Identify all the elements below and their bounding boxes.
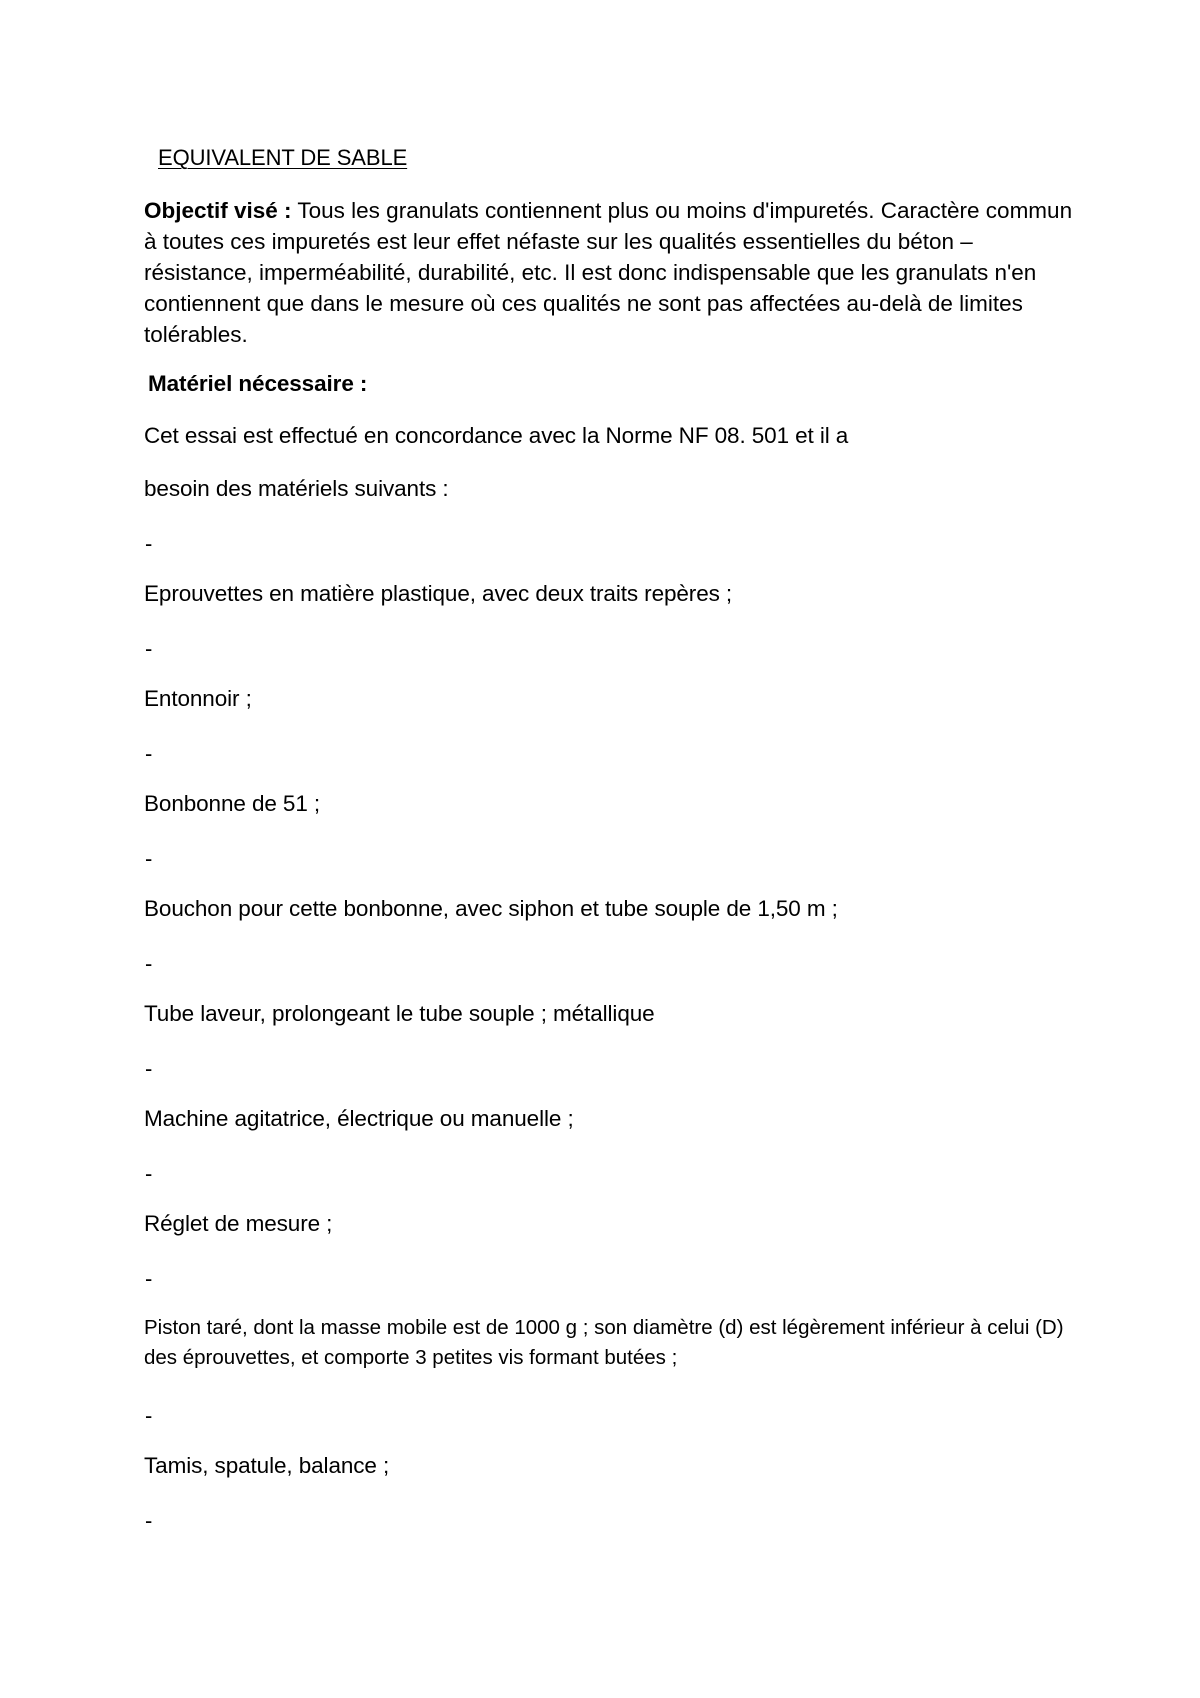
intro-line-1: Cet essai est effectué en concordance avec la Norme NF 08. 501 et il a [144, 423, 849, 448]
list-item: Bonbonne de 51 ; [144, 791, 321, 816]
list-dash: - [145, 741, 153, 766]
list-item: Réglet de mesure ; [144, 1211, 333, 1236]
materiel-heading: Matériel nécessaire : [148, 371, 368, 396]
list-dash: - [145, 531, 153, 556]
objectif-text: Tous les granulats contiennent plus ou moins d'impuretés. Caractère commun à toutes ces impuretés est leur effet néfaste sur les qualités essentielles du béton – résistance, imperméabilité, durabilité, etc. Il est donc indispensable que les granulats n'en contiennent que dans le mesure où ces qualités ne sont pas affectées au-delà de limites tolérables. [144, 198, 1073, 347]
list-dash: - [145, 846, 153, 871]
list-item: Machine agitatrice, électrique ou manuelle ; [144, 1106, 574, 1131]
list-item: Tamis, spatule, balance ; [144, 1453, 390, 1478]
objectif-label: Objectif visé : [144, 198, 292, 223]
list-item: Tube laveur, prolongeant le tube souple ; métallique [144, 1001, 655, 1026]
list-item: Entonnoir ; [144, 686, 252, 711]
list-dash: - [145, 951, 153, 976]
list-dash: - [145, 1056, 153, 1081]
intro-line-2: besoin des matériels suivants : [144, 476, 449, 501]
list-dash: - [145, 1266, 153, 1291]
document-title: EQUIVALENT DE SABLE [158, 145, 408, 170]
list-item: Eprouvettes en matière plastique, avec deux traits repères ; [144, 581, 733, 606]
list-dash: - [145, 1403, 153, 1428]
list-dash: - [145, 1161, 153, 1186]
list-dash: - [145, 1508, 153, 1533]
objectif-paragraph [144, 195, 1074, 350]
list-item: Piston taré, dont la masse mobile est de 1000 g ; son diamètre (d) est légèrement inférieur à celui (D) des éprouvettes, et comporte 3 petites vis formant butées ; [144, 1316, 1064, 1369]
list-dash: - [145, 636, 153, 661]
list-item: Bouchon pour cette bonbonne, avec siphon et tube souple de 1,50 m ; [144, 896, 838, 921]
